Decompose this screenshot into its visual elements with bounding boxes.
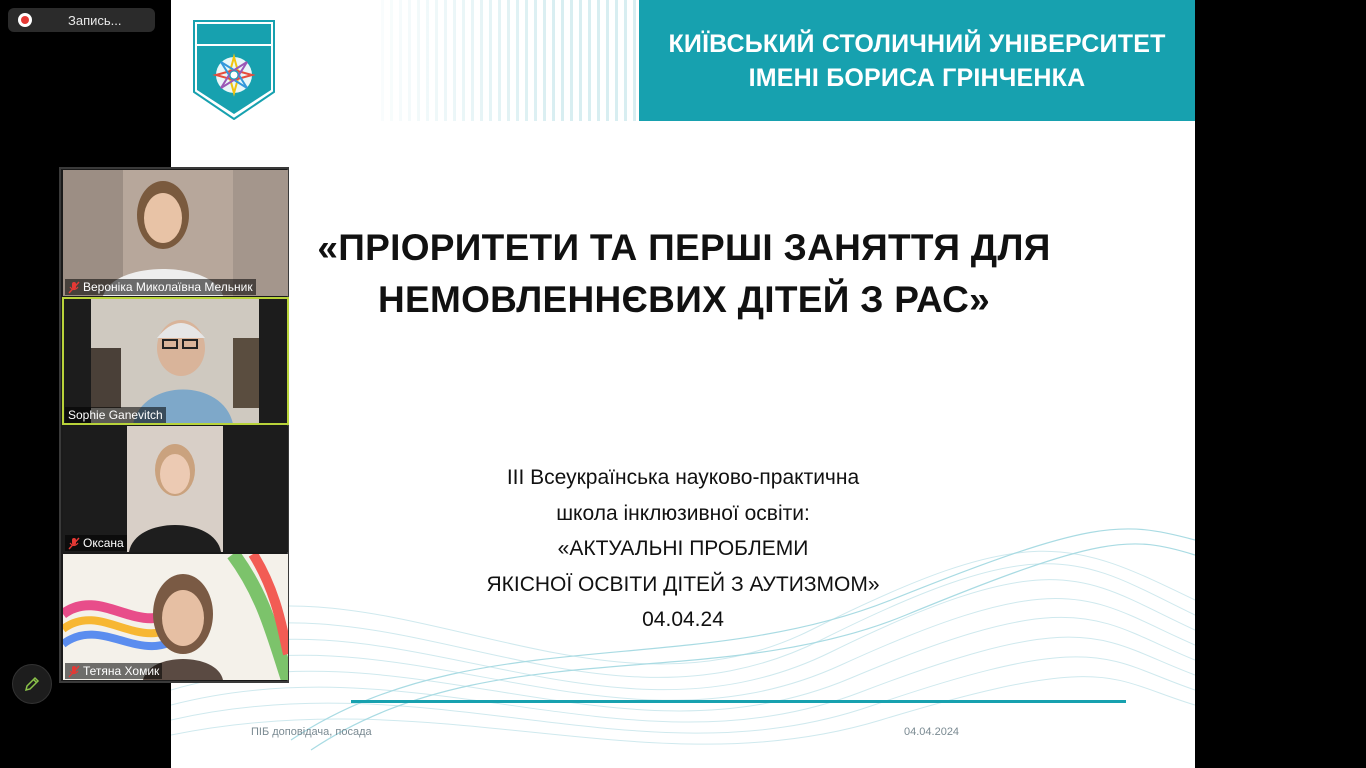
subtitle-line1: ІІІ Всеукраїнська науково-практична	[506, 466, 860, 489]
slide-title-line2: НЕМОВЛЕННЄВИХ ДІТЕЙ З РАС»	[377, 279, 991, 320]
pencil-icon	[23, 675, 41, 693]
recording-label: Запись...	[68, 12, 122, 28]
participant-tile-active[interactable]	[63, 298, 288, 424]
subtitle-line3: «АКТУАЛЬНІ ПРОБЛЕМИ	[557, 537, 809, 560]
subtitle-line4: ЯКІСНОЇ ОСВІТИ ДІТЕЙ З АУТИЗМОМ»	[486, 572, 880, 596]
presentation-slide	[171, 0, 1195, 768]
subtitle-line2: школа інклюзивної освіти:	[556, 501, 810, 525]
participant-name: Sophie Ganevitch	[68, 408, 163, 422]
record-icon	[18, 13, 32, 27]
participant-name: Вероніка Миколаївна Мельник	[83, 280, 253, 294]
footer-speaker: ПІБ доповідача, посада	[251, 726, 372, 738]
footer-date: 04.04.2024	[904, 726, 960, 738]
participant-video	[63, 298, 288, 424]
annotate-button[interactable]	[12, 664, 52, 704]
mic-muted-icon	[68, 537, 80, 550]
participant-name-label	[65, 279, 256, 295]
slide-title-line1: «ПРІОРИТЕТИ ТА ПЕРШІ ЗАНЯТТЯ ДЛЯ	[317, 227, 1051, 268]
participant-name-label	[65, 407, 166, 423]
participant-tile[interactable]	[63, 426, 288, 552]
slide-header	[171, 0, 1195, 121]
participant-name-label	[65, 663, 162, 679]
recording-indicator[interactable]	[8, 8, 155, 32]
university-name-line1: КИЇВСЬКИЙ СТОЛИЧНИЙ УНІВЕРСИТЕТ	[668, 29, 1166, 58]
participant-video-panel	[59, 167, 289, 683]
footer-divider	[351, 700, 1126, 703]
slide-subtitle	[391, 460, 975, 638]
mic-muted-icon	[68, 281, 80, 294]
participant-video	[63, 554, 288, 680]
slide-title	[271, 222, 1097, 326]
participant-name: Тетяна Хомик	[83, 664, 160, 678]
university-name-line2: ІМЕНІ БОРИСА ГРІНЧЕНКА	[748, 63, 1086, 92]
university-banner	[639, 0, 1195, 121]
participant-tile[interactable]	[63, 554, 288, 680]
participant-name-label	[65, 535, 127, 551]
university-logo	[193, 20, 275, 120]
mic-muted-icon	[68, 665, 80, 678]
decorative-stripes	[381, 0, 639, 121]
subtitle-date: 04.04.24	[642, 608, 724, 631]
participant-tile[interactable]	[63, 170, 288, 296]
participant-video	[63, 170, 288, 296]
participant-name: Оксана	[83, 536, 124, 550]
participant-video	[63, 426, 288, 552]
